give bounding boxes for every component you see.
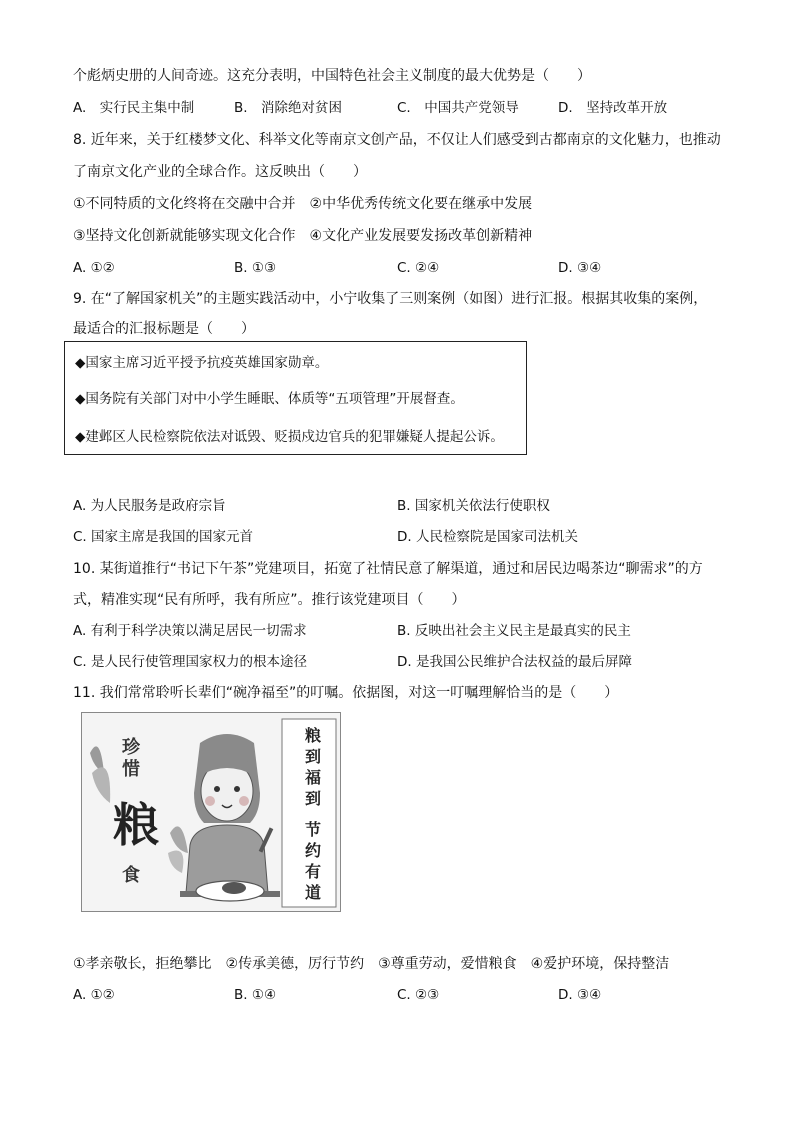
slogan-char: 福 (304, 768, 321, 787)
q8-option-c[interactable]: C. ②④ (397, 260, 440, 276)
q9-option-d[interactable]: D. 人民检察院是国家司法机关 (397, 529, 578, 545)
q9-option-c[interactable]: C. 国家主席是我国的国家元首 (73, 529, 254, 545)
q8-option-d[interactable]: D. ③④ (558, 260, 602, 276)
q8-option-a[interactable]: A. ①② (73, 260, 115, 276)
q9-case-2: ◆国务院有关部门对中小学生睡眠、体质等“五项管理”开展督查。 (75, 391, 464, 407)
q8-statements-1: ①不同特质的文化终将在交融中合并 ②中华优秀传统文化要在继承中发展 (73, 196, 533, 212)
slogan-char: 道 (304, 883, 321, 902)
poster-char: 食 (122, 865, 140, 886)
q11-statements: ①孝亲敬长，拒绝攀比 ②传承美德，厉行节约 ③尊重劳动，爱惜粮食 ④爱护环境，保持整洁 (73, 956, 670, 972)
q8-statements-2: ③坚持文化创新就能够实现文化合作 ④文化产业发展要发扬改革创新精神 (73, 228, 533, 244)
q10-stem-2: 式，精准实现“民有所呼，我有所应”。推行该党建项目（ ） (73, 592, 466, 608)
slogan-char: 有 (304, 862, 321, 881)
q9-option-a[interactable]: A. 为人民服务是政府宗旨 (73, 498, 226, 514)
slogan-char: 到 (304, 789, 321, 808)
poster-big-char: 粮 (113, 798, 159, 852)
q11-option-c[interactable]: C. ②③ (397, 987, 440, 1003)
girl-cheek (205, 796, 215, 806)
cherish-food-poster (81, 712, 341, 912)
slogan-char: 节 (304, 820, 321, 839)
q8-stem-2: 了南京文化产业的全球合作。这反映出（ ） (73, 164, 367, 180)
poster-char: 惜 (122, 759, 140, 780)
q10-option-c[interactable]: C. 是人民行使管理国家权力的根本途径 (73, 654, 308, 670)
q7-option-c[interactable]: C. 中国共产党领导 (397, 100, 519, 116)
q7-option-d[interactable]: D. 坚持改革开放 (558, 100, 668, 116)
q8-stem-1: 8. 近年来，关于红楼梦文化、科举文化等南京文创产品，不仅让人们感受到古都南京的文化魅力，也推动 (73, 132, 721, 148)
girl-eye (234, 786, 240, 792)
slogan-char: 到 (304, 747, 321, 766)
food-on-plate (222, 882, 246, 894)
leaf-shape (170, 826, 188, 853)
poster-slogan-2 (302, 819, 324, 903)
girl-cheek (239, 796, 249, 806)
q9-stem-1: 9. 在“了解国家机关”的主题实践活动中，小宁收集了三则案例（如图）进行汇报。根据其收集的案例， (73, 291, 708, 307)
q9-case-1: ◆国家主席习近平授予抗疫英雄国家勋章。 (75, 355, 329, 371)
q8-option-b[interactable]: B. ①③ (234, 260, 277, 276)
line-q7-tail: 个彪炳史册的人间奇迹。这充分表明，中国特色社会主义制度的最大优势是（ ） (73, 68, 591, 84)
q9-case-3: ◆建邺区人民检察院依法对诋毁、贬损戍边官兵的犯罪嫌疑人提起公诉。 (75, 429, 504, 445)
leaf-shape (168, 851, 183, 874)
q10-stem-1: 10. 某街道推行“书记下午茶”党建项目，拓宽了社情民意了解渠道，通过和居民边喝茶边“聊需求”的方 (73, 561, 703, 577)
q11-option-b[interactable]: B. ①④ (234, 987, 277, 1003)
q7-option-b[interactable]: B. 消除绝对贫困 (234, 100, 343, 116)
q11-option-a[interactable]: A. ①② (73, 987, 115, 1003)
q9-option-b[interactable]: B. 国家机关依法行使职权 (397, 498, 550, 514)
girl-eye (214, 786, 220, 792)
q9-stem-2: 最适合的汇报标题是（ ） (73, 321, 255, 337)
q11-stem: 11. 我们常常聆听长辈们“碗净福至”的叮嘱。依据图，对这一叮嘱理解恰当的是（ ） (73, 685, 619, 701)
q11-option-d[interactable]: D. ③④ (558, 987, 602, 1003)
q10-option-d[interactable]: D. 是我国公民维护合法权益的最后屏障 (397, 654, 632, 670)
slogan-char: 约 (304, 841, 321, 860)
poster-char: 珍 (122, 737, 140, 758)
slogan-char: 粮 (304, 726, 321, 745)
q7-option-a[interactable]: A. 实行民主集中制 (73, 100, 195, 116)
q10-option-b[interactable]: B. 反映出社会主义民主是最真实的民主 (397, 623, 631, 639)
q9-cases-box (64, 341, 527, 455)
q10-option-a[interactable]: A. 有利于科学决策以满足居民一切需求 (73, 623, 307, 639)
poster-slogan-1 (302, 725, 324, 809)
